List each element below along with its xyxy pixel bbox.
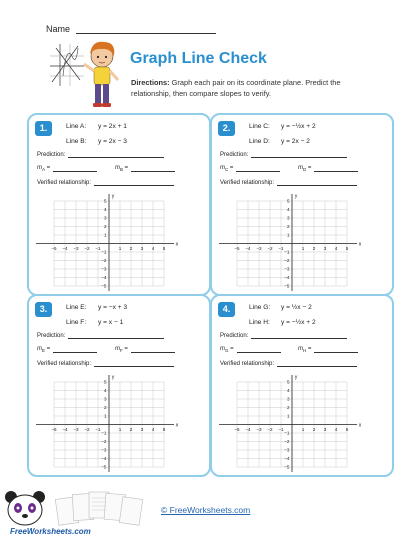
problem-panel-1 xyxy=(27,113,211,296)
slope-2-subscript: B xyxy=(120,167,124,173)
line-2-equation xyxy=(66,138,127,145)
line-1-equation xyxy=(66,304,127,311)
y-tick-label: 3 xyxy=(103,215,107,221)
x-tick-label: 2 xyxy=(129,246,133,251)
x-tick-label: −4 xyxy=(62,246,68,251)
slope-2-input[interactable] xyxy=(314,166,358,172)
slope-1-input[interactable] xyxy=(236,166,280,172)
x-tick-label: 1 xyxy=(118,246,122,251)
verified-input[interactable] xyxy=(94,361,174,367)
prediction-field xyxy=(220,333,347,339)
slope-2-symbol: m xyxy=(115,165,120,171)
y-tick-label: −1 xyxy=(101,430,107,436)
problem-number: 4. xyxy=(218,302,235,317)
x-tick-label: −5 xyxy=(51,246,57,251)
verified-field xyxy=(37,180,174,186)
slope-1-subscript: G xyxy=(225,348,229,354)
slope-1-input[interactable] xyxy=(53,347,97,353)
x-tick-label: −5 xyxy=(234,427,240,432)
line-2-eq: y = 2x − 2 xyxy=(281,138,310,145)
problem-number: 1. xyxy=(35,121,52,136)
y-tick-label: 5 xyxy=(286,198,290,204)
y-tick-label: 1 xyxy=(286,232,290,238)
verified-input[interactable] xyxy=(277,180,357,186)
x-tick-label: 4 xyxy=(334,427,338,432)
y-tick-label: 3 xyxy=(286,215,290,221)
y-tick-label: −4 xyxy=(101,456,107,462)
slope-2-symbol: m xyxy=(115,346,120,352)
x-axis-label: x xyxy=(175,241,179,248)
slope-2-subscript: H xyxy=(303,348,307,354)
verified-field xyxy=(220,180,357,186)
slope-1-field: $m_A$ = xyxy=(37,165,97,172)
y-tick-label: −5 xyxy=(101,464,107,470)
slope-1-symbol: m xyxy=(220,346,225,352)
slope-1-symbol: m xyxy=(37,346,42,352)
problem-number: 3. xyxy=(35,302,52,317)
slope-2-subscript: F xyxy=(120,348,123,354)
x-tick-label: 2 xyxy=(312,246,316,251)
x-tick-label: −3 xyxy=(73,246,79,251)
slope-2-symbol: m xyxy=(298,346,303,352)
y-tick-label: 2 xyxy=(103,405,107,411)
y-tick-label: 4 xyxy=(286,207,290,213)
problem-number: 2. xyxy=(218,121,235,136)
worksheet-thumbnails xyxy=(55,488,145,528)
y-tick-label: −1 xyxy=(284,430,290,436)
y-tick-label: 5 xyxy=(286,379,290,385)
x-axis-label: x xyxy=(175,422,179,429)
line-2-equation xyxy=(249,319,316,326)
y-tick-label: −1 xyxy=(284,249,290,255)
y-tick-label: −3 xyxy=(101,266,107,272)
slope-2-field: $m_B$ = xyxy=(115,165,175,172)
line-2-eq: y = 2x − 3 xyxy=(98,138,127,145)
y-tick-label: 2 xyxy=(286,405,290,411)
y-tick-label: 3 xyxy=(103,396,107,402)
x-tick-label: −2 xyxy=(267,246,273,251)
prediction-field xyxy=(37,152,164,158)
line-1-equation xyxy=(249,304,312,311)
x-tick-label: −3 xyxy=(256,246,262,251)
y-tick-label: 1 xyxy=(103,232,107,238)
slope-1-field: $m_E$ = xyxy=(37,346,97,353)
verified-field xyxy=(37,361,174,367)
verified-label: Verified relationship: xyxy=(220,361,275,367)
line-1-eq: y = −x + 3 xyxy=(98,304,128,311)
line-1-label: Line E: xyxy=(66,304,87,311)
slope-1-symbol: m xyxy=(37,165,42,171)
x-tick-label: −1 xyxy=(95,427,101,432)
y-tick-label: 2 xyxy=(103,224,107,230)
y-tick-label: −3 xyxy=(101,447,107,453)
y-tick-label: 3 xyxy=(286,396,290,402)
y-tick-label: −3 xyxy=(284,266,290,272)
verified-field xyxy=(220,361,357,367)
y-tick-label: −2 xyxy=(284,439,290,445)
x-tick-label: 4 xyxy=(151,246,155,251)
y-tick-label: −3 xyxy=(284,447,290,453)
prediction-input[interactable] xyxy=(251,152,347,158)
slope-2-input[interactable] xyxy=(314,347,358,353)
x-axis-label: x xyxy=(358,422,362,429)
x-tick-label: 5 xyxy=(345,427,349,432)
x-tick-label: 3 xyxy=(323,427,327,432)
line-2-label: Line F: xyxy=(66,319,87,326)
x-axis-label: x xyxy=(358,241,362,248)
slope-2-field: $m_H$ = xyxy=(298,346,358,353)
x-tick-label: −1 xyxy=(95,246,101,251)
slope-2-input[interactable] xyxy=(131,166,175,172)
x-tick-label: −5 xyxy=(51,427,57,432)
x-tick-label: 4 xyxy=(334,246,338,251)
x-tick-label: −5 xyxy=(234,246,240,251)
y-tick-label: −5 xyxy=(101,283,107,289)
problem-panel-4 xyxy=(210,294,394,477)
y-tick-label: −4 xyxy=(101,275,107,281)
logo-wordmark: FreeWorksheets.com xyxy=(10,527,91,536)
slope-1-subscript: C xyxy=(225,167,229,173)
y-axis-label: y xyxy=(294,193,298,200)
x-tick-label: −1 xyxy=(278,427,284,432)
x-tick-label: 4 xyxy=(151,427,155,432)
x-tick-label: 3 xyxy=(140,427,144,432)
copyright-link[interactable]: © FreeWorksheets.com xyxy=(161,505,251,515)
x-tick-label: −2 xyxy=(84,246,90,251)
x-tick-label: 5 xyxy=(162,246,166,251)
y-tick-label: 1 xyxy=(103,413,107,419)
problem-panel-3 xyxy=(27,294,211,477)
prediction-input[interactable] xyxy=(251,333,347,339)
y-tick-label: 4 xyxy=(286,388,290,394)
x-tick-label: 3 xyxy=(323,246,327,251)
page-title: Graph Line Check xyxy=(130,50,267,67)
slope-1-subscript: E xyxy=(42,348,46,354)
slope-1-input[interactable] xyxy=(53,166,97,172)
y-tick-label: 5 xyxy=(103,379,107,385)
x-tick-label: −2 xyxy=(84,427,90,432)
y-tick-label: −4 xyxy=(284,456,290,462)
x-tick-label: −2 xyxy=(267,427,273,432)
name-label: Name xyxy=(46,24,71,34)
x-tick-label: −4 xyxy=(62,427,68,432)
y-tick-label: −5 xyxy=(284,464,290,470)
slope-2-input[interactable] xyxy=(131,347,175,353)
coordinate-plane[interactable] xyxy=(34,374,204,472)
line-2-equation xyxy=(249,138,310,145)
x-tick-label: 2 xyxy=(312,427,316,432)
slope-1-symbol: m xyxy=(220,165,225,171)
coordinate-plane[interactable] xyxy=(34,193,204,291)
slope-1-input[interactable] xyxy=(237,347,281,353)
line-1-equation xyxy=(66,123,127,130)
x-tick-label: 1 xyxy=(118,427,122,432)
slope-1-field: $m_C$ = xyxy=(220,165,280,172)
y-tick-label: −2 xyxy=(101,439,107,445)
verified-label: Verified relationship: xyxy=(220,180,275,186)
slope-2-field: $m_F$ = xyxy=(115,346,175,353)
line-1-label: Line G: xyxy=(249,304,271,311)
line-2-label: Line D: xyxy=(249,138,270,145)
line-1-equation xyxy=(249,123,316,130)
line-1-eq: y = −½x + 2 xyxy=(281,123,316,130)
slope-1-subscript: A xyxy=(42,167,46,173)
y-tick-label: −5 xyxy=(284,283,290,289)
y-axis-label: y xyxy=(294,374,298,381)
prediction-label: Prediction: xyxy=(37,333,66,339)
verified-input[interactable] xyxy=(277,361,357,367)
y-axis-label: y xyxy=(111,374,115,381)
x-tick-label: 2 xyxy=(129,427,133,432)
y-tick-label: −1 xyxy=(101,249,107,255)
panda-logo-icon xyxy=(3,488,53,528)
prediction-field xyxy=(37,333,164,339)
x-tick-label: 1 xyxy=(301,427,305,432)
name-field xyxy=(46,24,216,34)
directions xyxy=(131,78,371,99)
line-1-eq: y = ½x − 2 xyxy=(281,304,312,311)
line-1-label: Line C: xyxy=(249,123,270,130)
coordinate-plane[interactable] xyxy=(217,374,387,472)
y-tick-label: 4 xyxy=(103,388,107,394)
prediction-label: Prediction: xyxy=(37,152,66,158)
coordinate-plane[interactable] xyxy=(217,193,387,291)
x-tick-label: −4 xyxy=(245,246,251,251)
slope-2-field: $m_D$ = xyxy=(298,165,358,172)
x-tick-label: −3 xyxy=(73,427,79,432)
x-tick-label: 1 xyxy=(301,246,305,251)
line-2-label: Line H: xyxy=(249,319,270,326)
x-tick-label: −4 xyxy=(245,427,251,432)
slope-2-symbol: m xyxy=(298,165,303,171)
y-axis-label: y xyxy=(111,193,115,200)
directions-label: Directions: xyxy=(131,78,170,87)
line-1-label: Line A: xyxy=(66,123,87,130)
prediction-label: Prediction: xyxy=(220,152,249,158)
name-line[interactable] xyxy=(76,25,216,34)
line-2-eq: y = x − 1 xyxy=(98,319,124,326)
prediction-input[interactable] xyxy=(68,333,164,339)
y-tick-label: −4 xyxy=(284,275,290,281)
line-2-equation xyxy=(66,319,123,326)
line-2-label: Line B: xyxy=(66,138,87,145)
y-tick-label: 1 xyxy=(286,413,290,419)
y-tick-label: −2 xyxy=(101,258,107,264)
x-tick-label: −3 xyxy=(256,427,262,432)
student-graph-illustration xyxy=(48,36,124,112)
y-tick-label: 4 xyxy=(103,207,107,213)
slope-2-subscript: D xyxy=(303,167,307,173)
line-2-eq: y = −½x + 2 xyxy=(281,319,316,326)
problem-panel-2 xyxy=(210,113,394,296)
prediction-label: Prediction: xyxy=(220,333,249,339)
x-tick-label: −1 xyxy=(278,246,284,251)
directions-text: Graph each pair on its coordinate plane. Predict the relationship, then compare slopes to verify. xyxy=(131,78,341,98)
prediction-input[interactable] xyxy=(68,152,164,158)
x-tick-label: 5 xyxy=(162,427,166,432)
verified-label: Verified relationship: xyxy=(37,180,92,186)
x-tick-label: 3 xyxy=(140,246,144,251)
prediction-field xyxy=(220,152,347,158)
line-1-eq: y = 2x + 1 xyxy=(98,123,127,130)
y-tick-label: 2 xyxy=(286,224,290,230)
y-tick-label: 5 xyxy=(103,198,107,204)
slope-1-field: $m_G$ = xyxy=(220,346,281,353)
y-tick-label: −2 xyxy=(284,258,290,264)
verified-input[interactable] xyxy=(94,180,174,186)
verified-label: Verified relationship: xyxy=(37,361,92,367)
x-tick-label: 5 xyxy=(345,246,349,251)
